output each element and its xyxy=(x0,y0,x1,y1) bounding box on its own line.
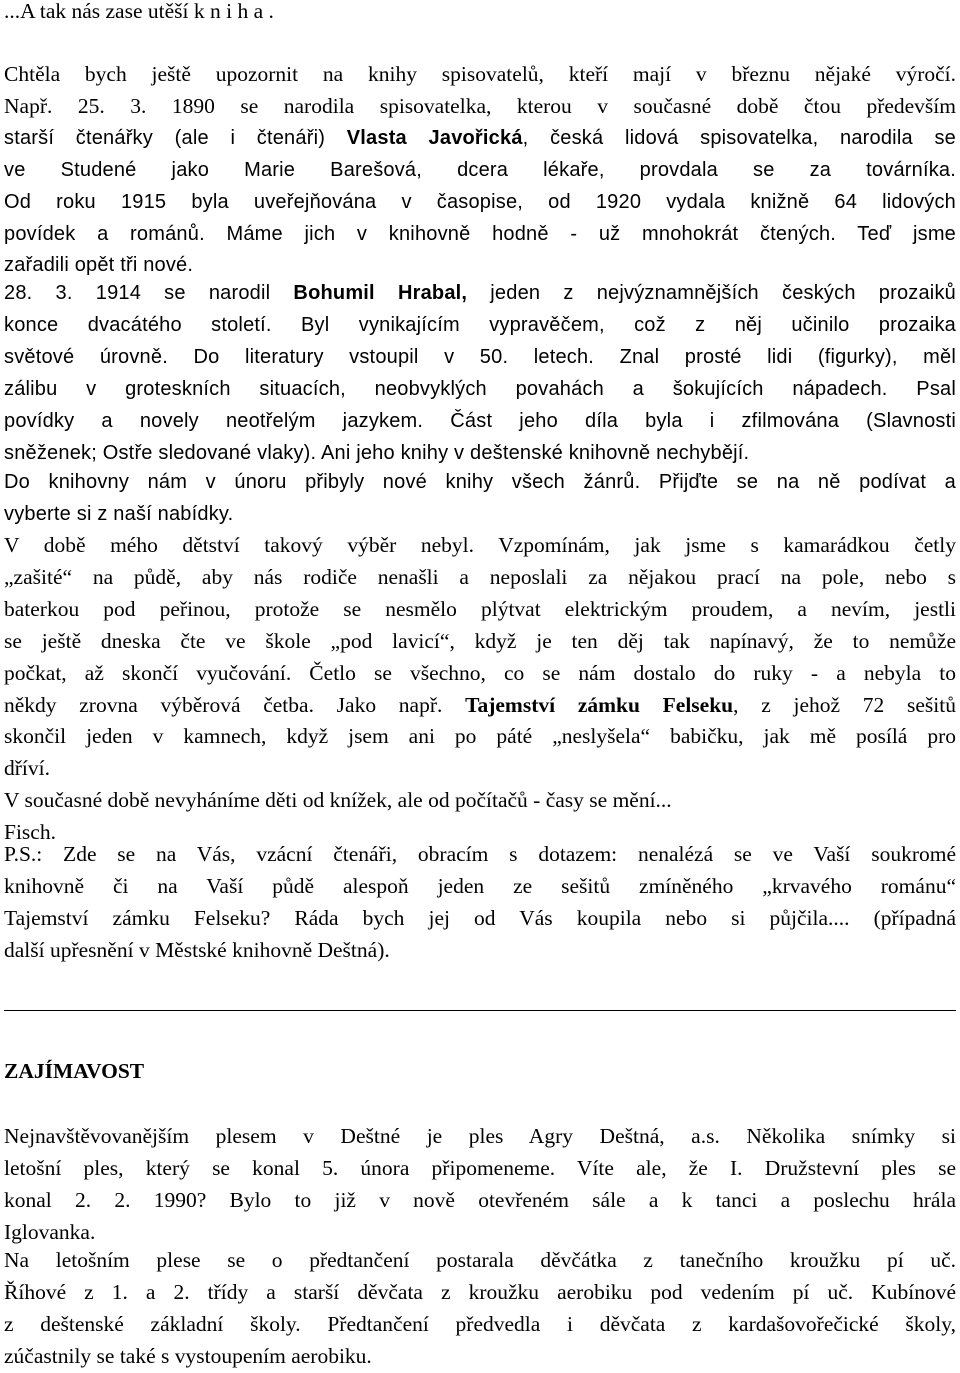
text-line: Nejnavštěvovanějším plesem v Deštné je ples Agry Deštná, a.s. Několika snímky si xyxy=(4,1124,956,1148)
text-line: konce dvacátého století. Byl vynikajícím vypravěčem, což z něj učinilo prozaika xyxy=(4,313,956,336)
text-line: Např. 25. 3. 1890 se narodila spisovatelka, kterou v současné době čtou především xyxy=(4,93,957,118)
text-line: letošní ples, který se konal 5. února připomeneme. Víte ale, že I. Družstevní ples se xyxy=(4,1155,956,1180)
section-postscript xyxy=(4,839,956,967)
text-line: V době mého dětství takový výběr nebyl. Vzpomínám, jak jsme s kamarádkou četly xyxy=(4,533,956,557)
text-line: Od roku 1915 byla uveřejňována v časopise, od 1920 vydala knižně 64 lidových xyxy=(4,190,956,213)
text-line: zálibu v groteskních situacích, neobvyklých povahách a šokujících nápadech. Psal xyxy=(4,377,956,400)
text-line: P.S.: Zde se na Vás, vzácní čtenáři, obracím s dotazem: nenalézá se ve Vaší soukromé xyxy=(4,842,956,866)
author-name: Vlasta Javořická xyxy=(346,126,523,149)
text-line: V současné době nevyháníme děti od knížek, ale od počítačů - časy se mění... xyxy=(4,788,672,813)
text-line: Chtěla bych ještě upozornit na knihy spisovatelů, kteří mají v březnu nějaké výročí. xyxy=(4,62,956,86)
section-new-books xyxy=(4,467,956,531)
text-line: povídek a románů. Máme jich v knihovně hodně - už mnohokrát čtených. Teď jsme xyxy=(4,222,956,245)
text-line: „zašité“ na půdě, aby nás rodiče nenašli a neposlali za nějakou prací na pole, nebo s xyxy=(4,564,956,589)
text-line: světové úrovně. Do literatury vstoupil v 50. letech. Znal prosté lidi (figurky), měl xyxy=(4,345,956,368)
text-line: povídky a novely neotřelým jazykem. Část jeho díla byla i zfilmována (Slavnosti xyxy=(4,409,956,432)
text-line: se ještě dneska čte ve škole „pod lavicí“, když je ten děj tak napínavý, že to nemůže xyxy=(4,628,956,653)
text-line: Do knihovny nám v únoru přibyly nové knihy všech žánrů. Přijďte se na ně podívat a xyxy=(4,471,956,493)
section-hrabal xyxy=(4,278,956,469)
text-line: sněženek; Ostře sledované vlaky). Ani jeho knihy v deštenské knihovně nechybějí. xyxy=(4,441,750,464)
text-line: vyberte si z naší nabídky. xyxy=(4,502,234,525)
signature: Fisch. xyxy=(4,820,56,845)
section-heading: ZAJÍMAVOST xyxy=(4,1059,145,1083)
text-span: 1890 se narodila spisovatelka, kterou v současné době čtou především xyxy=(171,93,957,118)
text-line: další upřesnění v Městské knihovně Deštná). xyxy=(4,937,390,962)
text-line: Tajemství zámku Felseku? Ráda bych jej od Vás koupila nebo si půjčila.... (případná xyxy=(4,905,956,930)
section-javoricka xyxy=(4,59,956,282)
text-line: z deštenské základní školy. Předtančení předvedla i děvčata z kardašovořečické školy, xyxy=(4,1311,956,1336)
text-line: konal 2. 2. 1990? Bylo to již v nově otevřeném sále a k tanci a poslechu hrála xyxy=(4,1187,956,1212)
section-childhood xyxy=(4,530,956,849)
horizontal-divider xyxy=(4,1010,956,1011)
text-line: baterkou pod peřinou, protože se nesmělo plýtvat elektrickým proudem, a nevím, jestli xyxy=(4,596,956,621)
text-line: dříví. xyxy=(4,756,50,781)
text-line: Na letošním plese se o předtančení postarala děvčátka z tanečního kroužku pí uč. xyxy=(4,1248,956,1272)
text-line: knihovně či na Vaší půdě alespoň jeden ze sešitů zmíněného „krvavého románu“ xyxy=(4,873,956,898)
intro-line: ...A tak nás zase utěší k n i h a . xyxy=(4,0,274,23)
book-title: Tajemství zámku Felseku xyxy=(465,692,734,717)
section-ples xyxy=(4,1121,956,1249)
text-line: zúčastnily se také s vystoupením aerobiku. xyxy=(4,1343,372,1368)
text-line: ve Studené jako Marie Barešová, dcera lékaře, provdala se za továrníka. xyxy=(4,158,956,181)
text-line: zařadili opět tři nové. xyxy=(4,254,194,277)
text-line: počkat, až skončí vyučování. Četlo se všechno, co se nám dostalo do ruky - a nebyla to xyxy=(4,660,956,685)
text-line: starší čtenářky (ale i čtenáři) Vlasta Javořická, česká lidová spisovatelka, narodila se xyxy=(4,126,956,149)
text-line: někdy zrovna výběrová četba. Jako např. Tajemství zámku Felseku, z jehož 72 sešitů xyxy=(4,692,956,717)
text-line: Iglovanka. xyxy=(4,1219,96,1244)
section-predtanceni xyxy=(4,1245,956,1373)
text-line: 28. 3. 1914 se narodil Bohumil Hrabal, jeden z nejvýznamnějších českých prozaiků xyxy=(4,282,956,304)
text-line: Říhové z 1. a 2. třídy a starší děvčata z kroužku aerobiku pod vedením pí uč. Kubínové xyxy=(4,1279,956,1304)
author-name: Bohumil Hrabal, xyxy=(293,282,468,304)
text-line: skončil jeden v kamnech, když jsem ani po páté „neslyšela“ babičku, jak mě posílá pro xyxy=(4,724,956,749)
